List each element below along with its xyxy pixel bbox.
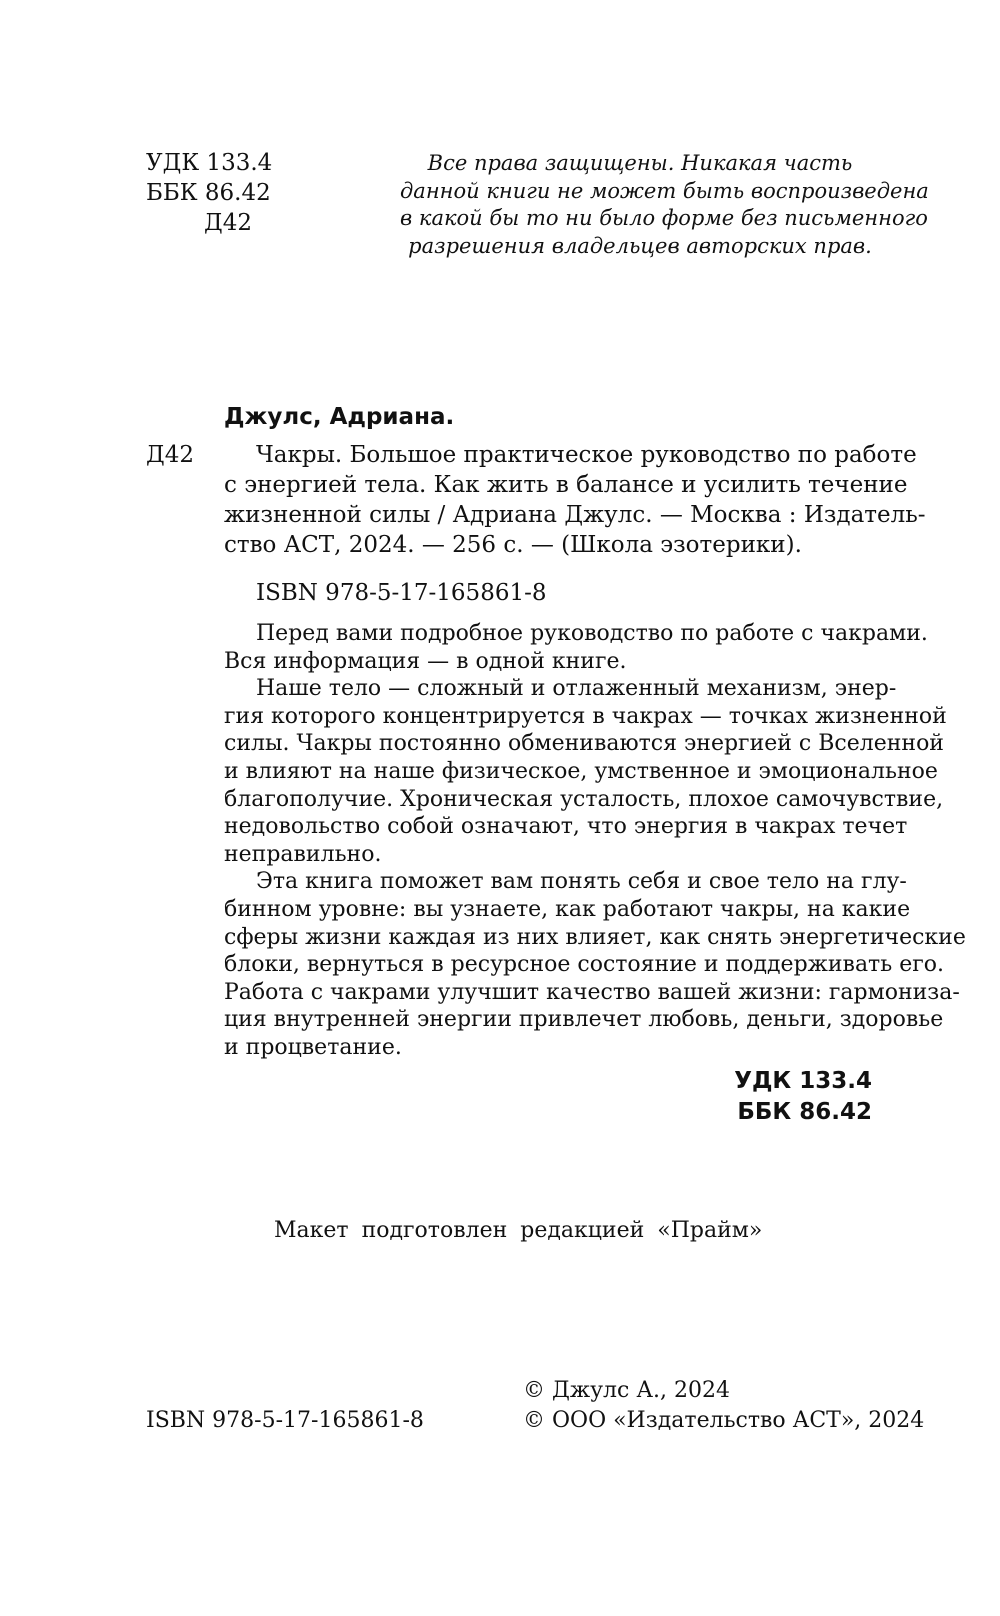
description-line: с энергией тела. Как жить в балансе и усилить течение	[224, 472, 908, 498]
layout-credit: Макет подготовлен редакцией «Прайм»	[274, 1218, 763, 1243]
rights-notice-line: в какой бы то ни было форме без письменного	[400, 206, 928, 230]
bbk-code-bold: ББК 86.42	[737, 1099, 872, 1125]
abstract-line: Эта книга поможет вам понять себя и свое тело на глу-	[256, 869, 907, 895]
description-line: Чакры. Большое практическое руководство по работе	[256, 442, 917, 468]
description-line: ство АСТ, 2024. — 256 с. — (Школа эзотерики).	[224, 532, 802, 558]
abstract-line: Работа с чакрами улучшит качество вашей жизни: гармониза-	[224, 979, 960, 1005]
author-heading: Джулс, Адриана.	[224, 404, 455, 430]
rights-notice-line: данной книги не может быть воспроизведена	[400, 178, 929, 203]
abstract-line: благополучие. Хроническая усталость, плохое самочувствие,	[224, 786, 944, 812]
abstract-line: блоки, вернуться в ресурсное состояние и поддерживать его.	[224, 952, 944, 978]
abstract-line: и влияют на наше физическое, умственное и эмоциональное	[224, 758, 938, 784]
classification-codes	[734, 1066, 872, 1128]
rights-notice	[400, 150, 929, 260]
abstract	[224, 620, 966, 1062]
copyright-line: © ООО «Издательство АСТ», 2024	[523, 1408, 925, 1433]
abstract-line: Вся информация — в одной книге.	[224, 648, 627, 674]
abstract-line: Наше тело — сложный и отлаженный механизм, энер-	[256, 676, 897, 702]
abstract-line: недовольство собой означают, что энергия в чакрах течет	[224, 814, 908, 840]
abstract-line: неправильно.	[224, 841, 382, 867]
abstract-line: сферы жизни каждая из них влияет, как снять энергетические	[224, 924, 966, 950]
cutter-mark: Д42	[146, 442, 194, 468]
abstract-line: Перед вами подробное руководство по работе с чакрами.	[256, 621, 928, 646]
header-classification-codes	[146, 148, 272, 238]
isbn-record: ISBN 978-5-17-165861-8	[256, 580, 547, 606]
footer-isbn: ISBN 978-5-17-165861-8	[146, 1408, 424, 1433]
bibliographic-description	[224, 440, 926, 560]
abstract-line: ция внутренней энергии привлечет любовь, деньги, здоровье	[224, 1007, 944, 1033]
cutter-code: Д42	[204, 210, 252, 236]
copyright-line: © Джулс А., 2024	[523, 1378, 730, 1403]
abstract-line: и процветание.	[224, 1034, 402, 1060]
udk-code-bold: УДК 133.4	[734, 1068, 872, 1094]
abstract-line: бинном уровне: вы узнаете, как работают чакры, на какие	[224, 896, 911, 922]
rights-notice-line: Все права защищены. Никакая часть	[427, 151, 853, 175]
udk-code: УДК 133.4	[146, 150, 273, 176]
copyright-notices	[523, 1376, 924, 1436]
abstract-line: гия которого концентрируется в чакрах — точках жизненной	[224, 703, 947, 729]
description-line: жизненной силы / Адриана Джулс. — Москва : Издатель-	[224, 502, 926, 528]
rights-notice-line: разрешения владельцев авторских прав.	[408, 233, 872, 258]
bbk-code: ББК 86.42	[146, 180, 271, 206]
abstract-line: силы. Чакры постоянно обмениваются энергией с Вселенной	[224, 731, 944, 757]
